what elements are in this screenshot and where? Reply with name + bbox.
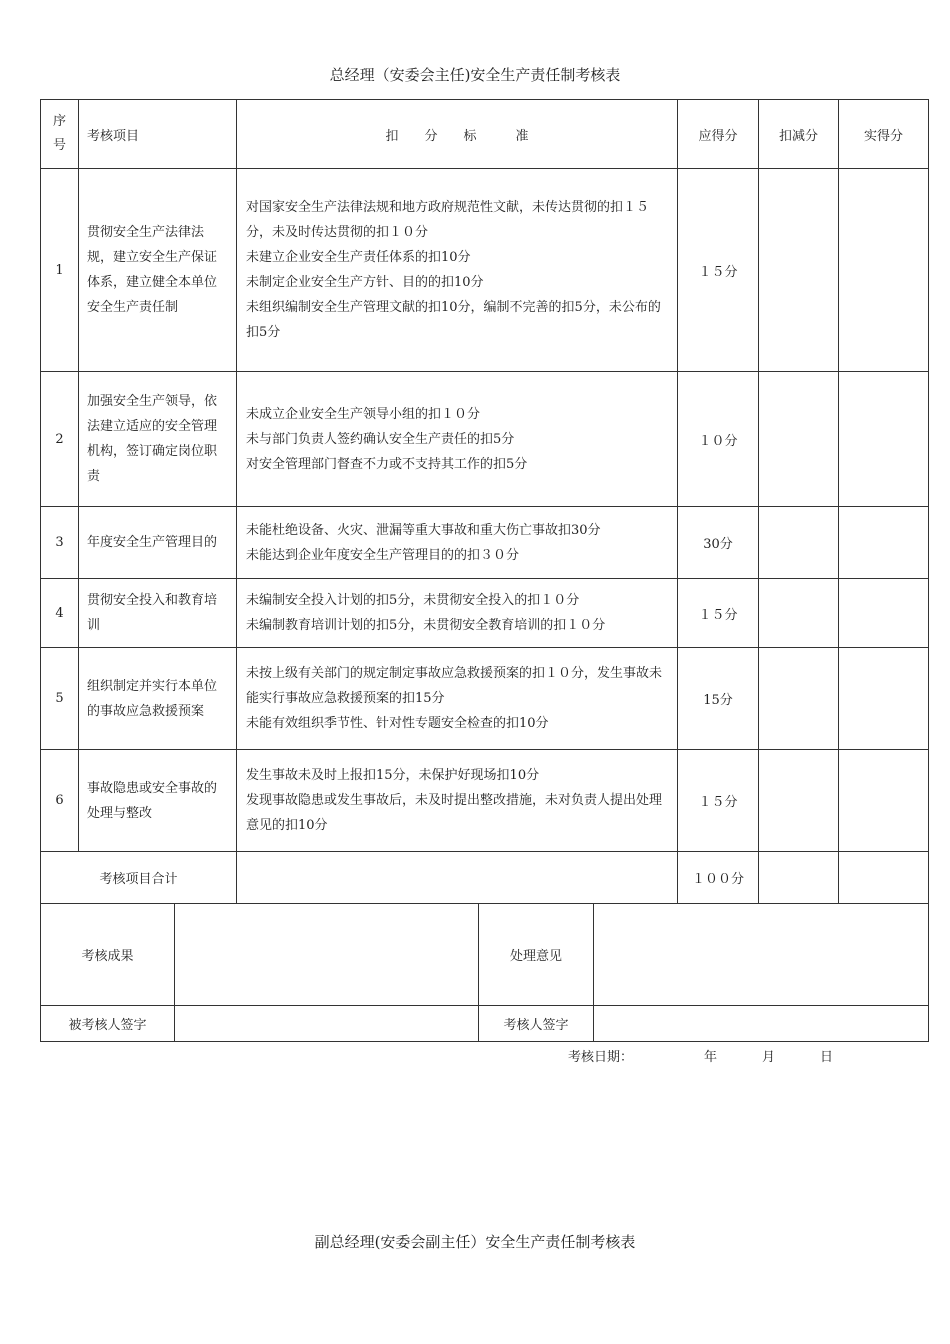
row-index: 6 xyxy=(41,750,79,852)
table-row xyxy=(41,750,929,852)
total-due-score: １００分 xyxy=(678,852,759,904)
row-standard: 未成立企业安全生产领导小组的扣１０分 未与部门负责人签约确认安全生产责任的扣5分 对安全管理部门督查不力或不支持其工作的扣5分 xyxy=(237,372,678,507)
row-standard: 未按上级有关部门的规定制定事故应急救援预案的扣１０分，发生事故未能实行事故应急救援预案的扣15分 未能有效组织季节性、针对性专题安全检查的扣10分 xyxy=(237,648,678,750)
row-due-score: １０分 xyxy=(678,372,759,507)
assessee-sign-label: 被考核人签字 xyxy=(41,1006,175,1042)
assessor-sign-field[interactable] xyxy=(594,1006,929,1042)
table-row xyxy=(41,169,929,372)
table-row xyxy=(41,648,929,750)
row-standard: 发生事故未及时上报扣15分，未保护好现场扣10分 发现事故隐患或发生事故后，未及时提出整改措施，未对负责人提出处理意见的扣10分 xyxy=(237,750,678,852)
row-item: 贯彻安全生产法律法规，建立安全生产保证体系，建立健全本单位安全生产责任制 xyxy=(79,169,237,372)
row-deduct-cell[interactable] xyxy=(759,750,839,852)
row-due-score: 15分 xyxy=(678,648,759,750)
row-index: 3 xyxy=(41,507,79,579)
assessment-date xyxy=(568,1046,833,1065)
row-actual-cell[interactable] xyxy=(839,648,929,750)
result-table xyxy=(40,903,929,1042)
row-item: 年度安全生产管理目的 xyxy=(79,507,237,579)
row-due-score: １５分 xyxy=(678,579,759,648)
assessee-sign-field[interactable] xyxy=(175,1006,479,1042)
row-item: 加强安全生产领导，依法建立适应的安全管理机构，签订确定岗位职责 xyxy=(79,372,237,507)
page-title: 总经理（安委会主任)安全生产责任制考核表 xyxy=(329,66,621,84)
date-label: 考核日期： xyxy=(568,1050,634,1065)
table-row xyxy=(41,579,929,648)
row-item: 组织制定并实行本单位的事故应急救援预案 xyxy=(79,648,237,750)
row-due-score: １５分 xyxy=(678,750,759,852)
assessor-sign-label: 考核人签字 xyxy=(479,1006,594,1042)
row-standard: 未编制安全投入计划的扣5分，未贯彻安全投入的扣１０分 未编制教育培训计划的扣5分，未贯彻安全教育培训的扣１０分 xyxy=(237,579,678,648)
opinion-field[interactable] xyxy=(594,904,929,1006)
row-deduct-cell[interactable] xyxy=(759,372,839,507)
row-deduct-cell[interactable] xyxy=(759,648,839,750)
row-actual-cell[interactable] xyxy=(839,169,929,372)
header-standard: 扣 分 标 准 xyxy=(237,100,678,169)
header-item: 考核项目 xyxy=(79,100,237,169)
row-due-score: １５分 xyxy=(678,169,759,372)
row-standard: 未能杜绝设备、火灾、泄漏等重大事故和重大伤亡事故扣30分 未能达到企业年度安全生产管理目的的扣３０分 xyxy=(237,507,678,579)
result-label: 考核成果 xyxy=(41,904,175,1006)
row-actual-cell[interactable] xyxy=(839,507,929,579)
row-index: 5 xyxy=(41,648,79,750)
row-index: 1 xyxy=(41,169,79,372)
total-standard-cell xyxy=(237,852,678,904)
total-actual-cell[interactable] xyxy=(839,852,929,904)
row-index: 4 xyxy=(41,579,79,648)
total-deduct-cell[interactable] xyxy=(759,852,839,904)
header-index: 序号 xyxy=(41,100,79,169)
next-table-title: 副总经理(安委会副主任）安全生产责任制考核表 xyxy=(314,1233,636,1251)
date-month: 月 xyxy=(762,1050,776,1065)
row-deduct-cell[interactable] xyxy=(759,579,839,648)
date-year: 年 xyxy=(704,1050,718,1065)
date-day: 日 xyxy=(820,1050,834,1065)
row-standard: 对国家安全生产法律法规和地方政府规范性文献，未传达贯彻的扣１５分，未及时传达贯彻的扣１０分 未建立企业安全生产责任体系的扣10分 未制定企业安全生产方针、目的的扣10分 未组织编制安全生产管理文献的扣10分，编制不完善的扣5分，未公布的扣5分 xyxy=(237,169,678,372)
table-header-row xyxy=(41,100,929,169)
row-actual-cell[interactable] xyxy=(839,372,929,507)
header-deduct-score: 扣减分 xyxy=(759,100,839,169)
row-item: 事故隐患或安全事故的处理与整改 xyxy=(79,750,237,852)
opinion-label: 处理意见 xyxy=(479,904,594,1006)
result-row xyxy=(41,904,929,1006)
assessment-table xyxy=(40,99,929,904)
row-deduct-cell[interactable] xyxy=(759,169,839,372)
table-row xyxy=(41,372,929,507)
row-due-score: 30分 xyxy=(678,507,759,579)
total-row xyxy=(41,852,929,904)
table-row xyxy=(41,507,929,579)
header-actual-score: 实得分 xyxy=(839,100,929,169)
row-actual-cell[interactable] xyxy=(839,579,929,648)
row-deduct-cell[interactable] xyxy=(759,507,839,579)
row-item: 贯彻安全投入和教育培训 xyxy=(79,579,237,648)
row-index: 2 xyxy=(41,372,79,507)
total-label: 考核项目合计 xyxy=(41,852,237,904)
signature-row xyxy=(41,1006,929,1042)
header-due-score: 应得分 xyxy=(678,100,759,169)
result-field[interactable] xyxy=(175,904,479,1006)
row-actual-cell[interactable] xyxy=(839,750,929,852)
